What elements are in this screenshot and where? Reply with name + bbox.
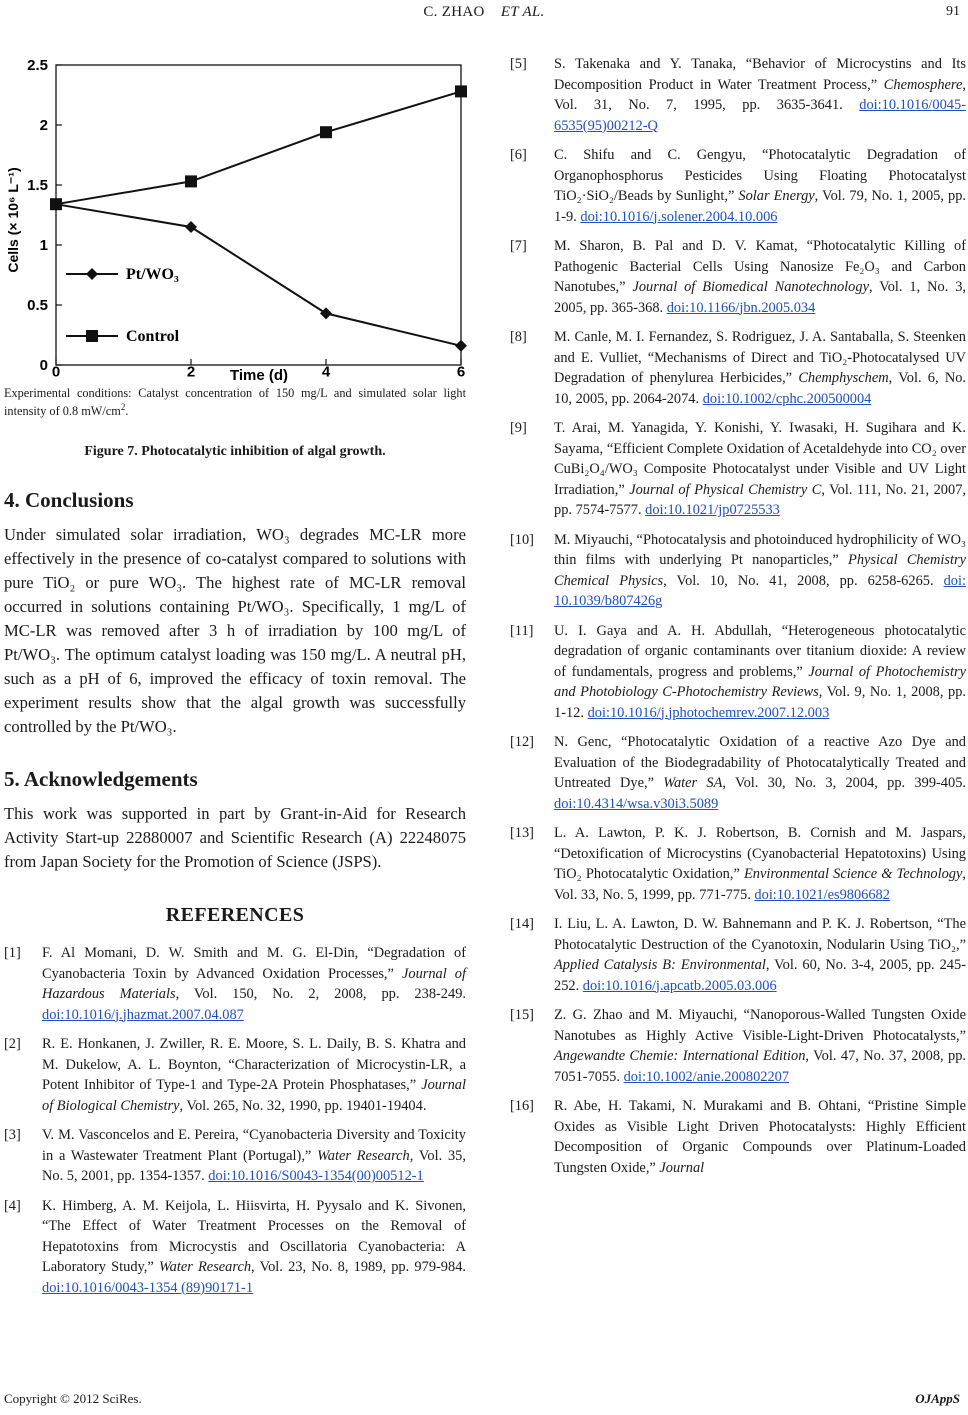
legend-label: Control — [126, 328, 180, 345]
reference-journal: Chemosphere — [883, 76, 963, 93]
reference-number: [16] — [510, 1098, 534, 1114]
reference-journal: Journal of Biomedical Nanotechnology — [632, 279, 869, 295]
reference-journal: Environmental Science & Technology — [744, 866, 963, 882]
reference-item — [510, 530, 966, 612]
reference-journal: Applied Catalysis B: Environmental — [554, 957, 766, 973]
reference-item — [510, 327, 966, 409]
reference-item — [510, 823, 966, 905]
x-tick-label: 2 — [186, 363, 196, 381]
reference-item — [4, 1196, 466, 1299]
reference-text — [554, 418, 966, 521]
reference-journal: Journal of Photochemistry and Photobiology C-Photochemistry Reviews — [554, 663, 966, 700]
reference-journal: Journal — [659, 1159, 705, 1176]
y-tick-label: 2 — [39, 117, 48, 134]
reference-details: , Vol. 111, No. 21, 2007, pp. 7574-7577. — [554, 481, 966, 518]
reference-authors-title: F. Al Momani, D. W. Smith and M. G. El-Din, “Degradation of Cyanobacteria Toxin by Advanced Oxidation Processes,” — [42, 945, 466, 982]
reference-doi-link[interactable]: doi:10.1002/cphc.200500004 — [702, 390, 872, 407]
reference-journal: Chemphyschem — [798, 370, 889, 386]
running-title — [0, 4, 968, 21]
acknowledgements-heading: 5. Acknowledgements — [4, 767, 198, 792]
reference-text — [554, 327, 966, 409]
page-number: 91 — [946, 4, 960, 19]
reference-details: , Vol. 265, No. 32, 1990, pp. 19401-19404. — [179, 1097, 427, 1114]
reference-text — [554, 530, 966, 612]
reference-number: [10] — [510, 531, 534, 548]
reference-number: [7] — [510, 238, 527, 254]
reference-item — [510, 54, 966, 136]
reference-text — [42, 1125, 466, 1187]
reference-authors-title: M. Sharon, B. Pal and D. V. Kamat, “Photocatalytic Killing of Pathogenic Bacterial Cells Using Nanosize Fe₂O₃ and Carbon Nanotubes,” — [554, 238, 966, 295]
figure-conditions — [4, 386, 466, 418]
reference-item — [510, 914, 966, 996]
reference-number: [9] — [510, 420, 527, 436]
legend-marker — [86, 330, 98, 342]
reference-item — [510, 1005, 966, 1087]
y-axis-label: Cells (× 10⁶ L⁻¹) — [5, 167, 21, 273]
y-tick-label: 0.5 — [27, 297, 48, 314]
x-tick-label: 6 — [456, 363, 466, 381]
reference-number: [14] — [510, 916, 534, 932]
reference-details: , Vol. 79, No. 1, 2005, pp. 1-9. — [554, 188, 966, 225]
reference-journal: Journal of Hazardous Materials — [42, 965, 467, 1003]
reference-journal: Journal of Biological Chemistry — [42, 1077, 466, 1114]
data-point-pt-wo3 — [320, 307, 332, 319]
reference-item — [510, 236, 966, 318]
figure-caption: Figure 7. Photocatalytic inhibition of algal growth. — [84, 444, 386, 460]
reference-details: , Vol. 9, No. 1, 2008, pp. 1-12. — [554, 684, 967, 721]
data-point-control — [50, 198, 62, 210]
reference-authors-title: R. Abe, H. Takami, N. Murakami and B. Ohtani, “Pristine Simple Oxides as Visible Light Driven Photocatalysts: Highly Efficient Decomposition of Organic Compounds over Platinum-Loaded Tungsten Oxide,” — [554, 1098, 966, 1176]
reference-item — [4, 1034, 466, 1116]
reference-details: , Vol. 1, No. 3, 2005, pp. 365-368. — [554, 279, 966, 316]
reference-doi-link[interactable]: doi:10.1016/j.solener.2004.10.006 — [580, 208, 778, 225]
x-axis-label: Time (d) — [229, 367, 289, 384]
reference-text — [42, 1034, 466, 1116]
reference-number: [8] — [510, 329, 527, 345]
reference-doi-link[interactable]: doi:10.1166/jbn.2005.034 — [666, 299, 816, 316]
reference-text — [554, 621, 966, 724]
reference-journal: Solar Energy — [738, 188, 815, 204]
references-list-right — [510, 54, 966, 1178]
acknowledgements-paragraph: This work was supported in part by Grant-in-Aid for Research Activity Start-up 22880007 and Scientific Research (A) 22248075 from Japan Society for the Promotion of Science (JSPS). — [4, 804, 466, 872]
reference-authors-title: U. I. Gaya and A. H. Abdullah, “Heterogeneous photocatalytic degradation of organic contaminants over titanium dioxide: A review of fundamentals, progress and problems,” — [554, 622, 966, 680]
reference-authors-title: V. M. Vasconcelos and E. Pereira, “Cyanobacteria Diversity and Toxicity in a Wastewater Treatment Plant (Portugal),” — [42, 1127, 466, 1164]
reference-details: , Vol. 31, No. 7, 1995, pp. 3635-3641. — [554, 76, 966, 113]
reference-details: , Vol. 60, No. 3-4, 2005, pp. 245-252. — [554, 957, 966, 994]
reference-doi-link[interactable]: doi:10.1016/j.jhazmat.2007.04.087 — [42, 1006, 244, 1023]
running-title-authors: C. ZHAO — [423, 4, 485, 20]
reference-authors-title: I. Liu, L. A. Lawton, D. W. Bahnemann and P. K. J. Robertson, “The Photocatalytic Destruction of the Cyanotoxin, Nodularin Using TiO₂,” — [554, 916, 966, 953]
figure-7-chart — [4, 30, 466, 384]
reference-doi-link[interactable]: doi:10.4314/wsa.v30i3.5089 — [554, 795, 719, 812]
y-tick-label: 1.5 — [27, 177, 48, 194]
reference-number: [13] — [510, 825, 534, 841]
x-tick-label: 0 — [51, 363, 61, 381]
reference-journal: Physical Chemistry Chemical Physics — [554, 552, 966, 589]
conclusions-heading: 4. Conclusions — [4, 488, 134, 513]
reference-authors-title: R. E. Honkanen, J. Zwiller, R. E. Moore, S. L. Daily, B. S. Khatra and M. Dukelow, A. L. Boynton, “Characterization of Microcystin-LR, a Potent Inhibitor of Type-1 and Type-2A Protein Phosphatases,” — [42, 1036, 466, 1094]
reference-item — [510, 418, 966, 521]
reference-text — [554, 732, 966, 814]
series-line-control — [56, 91, 461, 204]
page-header — [0, 4, 968, 24]
data-point-pt-wo3 — [185, 221, 197, 233]
reference-doi-link[interactable]: doi:10.1016/0045-6535(95)00212-Q — [554, 97, 966, 134]
reference-item — [510, 621, 966, 724]
reference-text — [554, 914, 966, 996]
reference-details: , Vol. 23, No. 8, 1989, pp. 979-984. — [251, 1259, 466, 1276]
reference-journal: Angewandte Chemie: International Edition — [554, 1048, 806, 1064]
reference-number: [2] — [4, 1036, 21, 1053]
reference-text — [554, 145, 966, 227]
reference-authors-title: Z. G. Zhao and M. Miyauchi, “Nanoporous-Walled Tungsten Oxide Nanotubes as Highly Active Visible-Light-Driven Photocatalysts,” — [554, 1007, 966, 1044]
reference-authors-title: C. Shifu and C. Gengyu, “Photocatalytic Degradation of Organophosphorus Pesticides Using Floating Photocatalyst TiO₂·SiO₂/Beads by Sunlight,” — [554, 147, 966, 204]
y-tick-label: 1 — [39, 237, 48, 254]
reference-text — [42, 1196, 466, 1299]
reference-doi-link[interactable]: doi:10.1016/S0043-1354(00)00512-1 — [208, 1168, 424, 1185]
reference-number: [6] — [510, 147, 527, 163]
data-point-control — [185, 175, 197, 187]
reference-text — [554, 54, 966, 136]
reference-item — [4, 1125, 466, 1187]
reference-item — [510, 145, 966, 227]
reference-details: , Vol. 47, No. 37, 2008, pp. 7051-7055. — [554, 1048, 966, 1085]
reference-journal: Journal of Physical Chemistry C — [629, 481, 822, 498]
reference-item — [510, 732, 966, 814]
reference-doi-link[interactable]: doi:10.1016/j.apcatb.2005.03.006 — [582, 977, 777, 994]
conditions-sup: 2 — [120, 402, 126, 412]
reference-text — [554, 823, 966, 905]
reference-details: , Vol. 35, No. 5, 2001, pp. 1354-1357. — [42, 1147, 466, 1185]
right-column — [510, 54, 966, 1187]
line-chart — [4, 30, 466, 384]
reference-number: [15] — [510, 1007, 534, 1023]
copyright-text: Copyright © 2012 SciRes. — [4, 1391, 142, 1406]
reference-authors-title: N. Genc, “Photocatalytic Oxidation of a reactive Azo Dye and Evaluation of the Biodegradability of Photocatalytically Treated and Untreated Dye,” — [554, 734, 966, 791]
references-list-left — [4, 943, 466, 1298]
legend-label: Pt/WO₃ — [126, 266, 179, 283]
reference-text — [554, 1005, 966, 1087]
reference-doi-link[interactable]: doi:10.1016/0043-1354 (89)90171-1 — [42, 1279, 254, 1296]
reference-number: [11] — [510, 622, 534, 639]
reference-doi-link[interactable]: doi: 10.1039/b807426g — [554, 572, 966, 609]
reference-details: , Vol. 33, No. 5, 1999, pp. 771-775. — [554, 866, 966, 903]
reference-authors-title: T. Arai, M. Yanagida, Y. Konishi, Y. Iwasaki, H. Sugihara and K. Sayama, “Efficient Complete Oxidation of Acetaldehyde into CO₂ over CuBi₂O₄/WO₃ Composite Photocatalyst under Visible and UV Light Irradiation,” — [554, 420, 966, 498]
reference-details: , Vol. 150, No. 2, 2008, pp. 238-249. — [175, 986, 466, 1003]
data-point-control — [320, 126, 332, 138]
y-tick-label: 2.5 — [27, 57, 48, 74]
references-heading: REFERENCES — [165, 904, 305, 927]
conclusions-paragraph: Under simulated solar irradiation, WO₃ degrades MC-LR more effectively in the presence of co-catalyst compared to solutions with pure TiO₂ or pure WO₃. The highest rate of MC-LR removal occurred in solutions containing Pt/WO₃. Specifically, 1 mg/L of MC-LR was removed after 3 h of irradiation by 100 mg/L of Pt/WO₃. The optimum catalyst loading was 150 mg/L. A neutral pH, such as a pH of 6, improved the efficacy of toxin removal. The experiment results show that the algal growth was successfully controlled by the Pt/WO₃. — [4, 525, 466, 737]
data-point-control — [455, 85, 467, 97]
reference-item — [4, 943, 466, 1025]
page-footer — [4, 1391, 964, 1407]
reference-details: , Vol. 6, No. 10, 2005, pp. 2064-2074. — [554, 370, 966, 407]
reference-doi-link[interactable]: doi:10.1021/jp0725533 — [645, 502, 780, 518]
reference-authors-title: S. Takenaka and Y. Tanaka, “Behavior of Microcystins and Its Decomposition Product in Water Treatment Process,” — [554, 56, 966, 93]
reference-number: [12] — [510, 734, 534, 750]
conditions-end: . — [125, 404, 129, 419]
reference-details: , Vol. 30, No. 3, 2004, pp. 399-405. — [722, 775, 966, 791]
reference-authors-title: L. A. Lawton, P. K. J. Robertson, B. Cornish and M. Jaspars, “Detoxification of Microcystins (Cyanobacterial Hepatotoxins) Using TiO₂ Photocatalytic Oxidation,” — [554, 825, 966, 882]
left-column — [4, 30, 466, 1307]
journal-abbrev: OJAppS — [915, 1391, 960, 1406]
running-title-etal: ET AL. — [500, 4, 545, 20]
legend-marker — [86, 268, 98, 280]
reference-authors-title: M. Miyauchi, “Photocatalysis and photoinduced hydrophilicity of WO₃ thin films with underlying Pt nanoparticles,” — [554, 531, 966, 568]
reference-number: [3] — [4, 1127, 21, 1144]
reference-text — [42, 943, 466, 1025]
reference-journal: Water Research — [317, 1147, 410, 1164]
y-tick-label: 0 — [39, 357, 48, 374]
reference-journal: Water SA — [663, 775, 723, 791]
x-tick-label: 4 — [321, 363, 331, 381]
reference-number: [1] — [4, 945, 21, 962]
conditions-text: Experimental conditions: Catalyst concentration of 150 mg/L and simulated solar light intensity of 0.8 mW/cm — [4, 386, 466, 419]
reference-details: , Vol. 10, No. 41, 2008, pp. 6258-6265. — [663, 572, 944, 589]
reference-doi-link[interactable]: doi:10.1021/es9806682 — [754, 886, 890, 903]
data-point-pt-wo3 — [455, 340, 467, 352]
reference-text — [554, 236, 966, 318]
reference-text — [554, 1096, 966, 1178]
reference-doi-link[interactable]: doi:10.1016/j.jphotochemrev.2007.12.003 — [587, 704, 830, 721]
reference-authors-title: K. Himberg, A. M. Keijola, L. Hiisvirta, H. Pyysalo and K. Sivonen, “The Effect of Water Treatment Processes on the Removal of Hepatotoxins from Microcystis and Oscillatoria Cyanobacteria: A Laboratory Study,” — [42, 1197, 466, 1276]
reference-journal: Water Research — [158, 1259, 252, 1276]
reference-number: [4] — [4, 1197, 21, 1214]
reference-doi-link[interactable]: doi:10.1002/anie.200802207 — [623, 1068, 790, 1085]
reference-item — [510, 1096, 966, 1178]
reference-number: [5] — [510, 56, 527, 72]
reference-authors-title: M. Canle, M. I. Fernandez, S. Rodriguez, J. A. Santaballa, S. Steenken and E. Vulliet, “Mechanisms of Direct and TiO₂-Photocatalysed UV Degradation of phenylurea Herbicides,” — [554, 329, 966, 386]
